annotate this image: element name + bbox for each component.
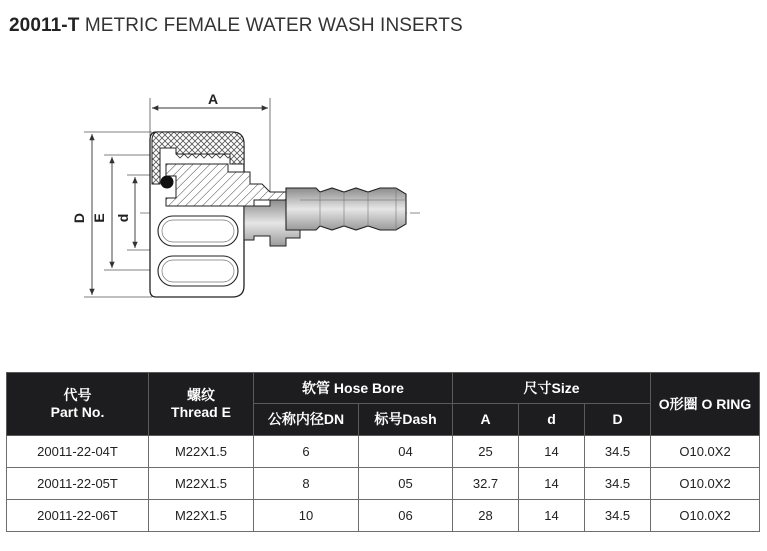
header-hose-bore: 软管 Hose Bore <box>254 373 453 404</box>
cell-part-no: 20011-22-06T <box>7 500 149 532</box>
header-d-big: D <box>585 404 651 436</box>
cell-thread: M22X1.5 <box>149 468 254 500</box>
cell-d-small: 14 <box>519 468 585 500</box>
header-dash: 标号Dash <box>359 404 453 436</box>
cell-d-small: 14 <box>519 436 585 468</box>
cell-part-no: 20011-22-05T <box>7 468 149 500</box>
cell-dn: 10 <box>254 500 359 532</box>
header-part-en: Part No. <box>50 404 105 420</box>
spec-table <box>6 372 760 532</box>
cell-part-no: 20011-22-04T <box>7 436 149 468</box>
cell-o-ring: O10.0X2 <box>651 500 760 532</box>
table-row <box>7 468 760 500</box>
page-title <box>9 15 463 37</box>
cell-d-big: 34.5 <box>585 500 651 532</box>
header-part-no <box>7 373 149 436</box>
header-thread-en: Thread E <box>171 404 231 420</box>
cell-dash: 06 <box>359 500 453 532</box>
cell-d-big: 34.5 <box>585 468 651 500</box>
cell-a: 28 <box>453 500 519 532</box>
cell-o-ring: O10.0X2 <box>651 468 760 500</box>
cell-o-ring: O10.0X2 <box>651 436 760 468</box>
cell-a: 25 <box>453 436 519 468</box>
header-dn: 公称内径DN <box>254 404 359 436</box>
header-o-ring: O形圈 O RING <box>651 373 760 436</box>
header-d-small: d <box>519 404 585 436</box>
header-a: A <box>453 404 519 436</box>
dimension-d-label: D <box>71 212 87 224</box>
title-text: METRIC FEMALE WATER WASH INSERTS <box>84 15 463 36</box>
o-ring <box>161 176 174 189</box>
hose-barb <box>286 188 406 230</box>
cell-thread: M22X1.5 <box>149 500 254 532</box>
technical-drawing <box>0 60 767 360</box>
cell-dash: 04 <box>359 436 453 468</box>
table-row <box>7 436 760 468</box>
cell-d-small: 14 <box>519 500 585 532</box>
cell-d-big: 34.5 <box>585 436 651 468</box>
header-size: 尺寸Size <box>453 373 651 404</box>
header-thread-cn: 螺纹 <box>187 387 215 403</box>
table-row <box>7 500 760 532</box>
cell-dash: 05 <box>359 468 453 500</box>
cell-dn: 8 <box>254 468 359 500</box>
dimension-a-label: A <box>207 91 219 107</box>
dimension-e-label: E <box>91 213 107 223</box>
cell-thread: M22X1.5 <box>149 436 254 468</box>
header-thread <box>149 373 254 436</box>
title-code: 20011-T <box>9 15 80 36</box>
cell-dn: 6 <box>254 436 359 468</box>
cell-a: 32.7 <box>453 468 519 500</box>
dimension-small-d-label: d <box>115 213 131 223</box>
header-part-cn: 代号 <box>63 387 92 403</box>
